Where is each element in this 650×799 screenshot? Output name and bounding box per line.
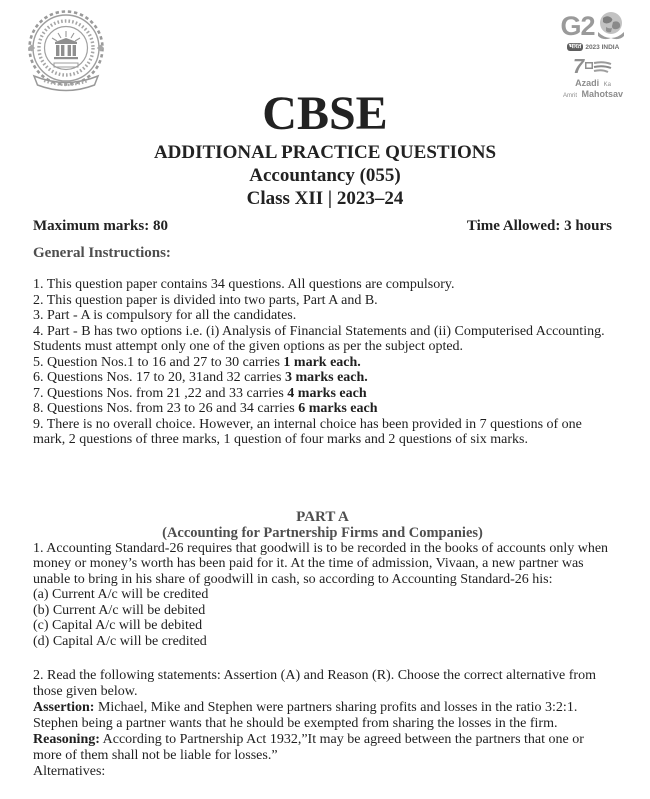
instruction-text: 6. Questions Nos. 17 to 20, 31and 32 carries: [33, 370, 285, 385]
part-a-title: PART A: [296, 508, 349, 525]
bharat-india-label: [550, 43, 636, 51]
question-1-option-d: (d) Capital A/c will be credited: [33, 633, 207, 649]
question-2-reasoning: [33, 732, 612, 764]
svg-text:7: 7: [573, 56, 585, 77]
subject-title: Accountancy (055): [249, 165, 401, 186]
instruction-text: 1. This question paper contains 34 questions. All questions are compulsory.: [33, 277, 455, 292]
paper-title: ADDITIONAL PRACTICE QUESTIONS: [153, 142, 497, 163]
instruction-item-9: [33, 417, 612, 448]
instruction-bold: 6 marks each: [298, 401, 378, 416]
reasoning-text: According to Partnership Act 1932,”It may be agreed between the partners that one or more of them shall not be liable for losses.”: [33, 732, 584, 763]
instruction-item-3: [33, 308, 612, 324]
part-a-subtitle: (Accounting for Partnership Firms and Companies): [162, 524, 483, 541]
reasoning-label: Reasoning:: [33, 732, 100, 747]
assertion-text: Michael, Mike and Stephen were partners sharing profits and losses in the ratio 3:2:1. Stephen being a partner wants that he should be exempted from sharing the losses in the firm.: [33, 700, 578, 731]
cbse-seal-graphic: [14, 8, 118, 96]
instruction-item-2: [33, 293, 612, 309]
g20-logo: [550, 10, 636, 100]
cbse-logo-icon: [14, 8, 118, 96]
question-1-option-c: (c) Capital A/c will be debited: [33, 618, 203, 633]
instruction-text: 5. Question Nos.1 to 16 and 27 to 30 carries: [33, 354, 284, 370]
question-2-alternatives-label: Alternatives:: [33, 764, 106, 779]
question-2: [33, 668, 612, 780]
question-1-text: 1. Accounting Standard-26 requires that goodwill is to be recorded in the books of accounts only when money or money’s worth has been paid for it. At the time of admission, Vivaan, a new partner was unable to bring in his share of goodwill in cash, so according to Accounting Standard-26 his:: [33, 540, 609, 587]
question-2-assertion: [33, 700, 612, 732]
instruction-item-4: [33, 324, 612, 355]
question-1-option-a: (a) Current A/c will be credited: [33, 587, 209, 602]
question-1: [33, 541, 612, 650]
g20-text: G2: [560, 10, 595, 41]
instruction-item-5: [33, 355, 612, 371]
bharat-chip: भारत: [568, 43, 582, 50]
question-1-option-b: (b) Current A/c will be debited: [33, 602, 206, 618]
instruction-text: 4. Part - B has two options i.e. (i) Analysis of Financial Statements and (ii) Computerised Accounting. Students must attempt only one of the given options as per the subject opted.: [33, 323, 605, 354]
instruction-item-7: [33, 386, 612, 402]
instruction-text: 2. This question paper is divided into two parts, Part A and B.: [33, 292, 378, 308]
azadi-label: [550, 78, 636, 100]
instruction-text: 3. Part - A is compulsory for all the candidates.: [33, 308, 297, 323]
time-allowed-label: Time Allowed: 3 hours: [466, 218, 612, 234]
instruction-text: 7. Questions Nos. from 21 ,22 and 33 carries: [33, 385, 288, 401]
question-2-intro: 2. Read the following statements: Assertion (A) and Reason (R). Choose the correct alternative from those given below.: [33, 668, 596, 699]
instruction-bold: 3 marks each.: [284, 370, 368, 385]
max-marks-label: Maximum marks: 80: [33, 218, 168, 234]
general-instructions-heading: General Instructions:: [33, 245, 171, 261]
class-session: Class XII | 2023–24: [246, 188, 404, 209]
instruction-item-8: [33, 401, 612, 417]
assertion-label: Assertion:: [33, 700, 95, 715]
amrit-word: Amrit: [563, 93, 578, 99]
instruction-item-6: [33, 370, 612, 386]
mahotsav-word: Mahotsav: [581, 89, 623, 99]
azadi-75-graphic: [573, 55, 613, 77]
instruction-bold: 1 mark each.: [283, 354, 361, 370]
globe-icon: [596, 10, 626, 42]
instruction-text: 8. Questions Nos. from 23 to 26 and 34 carries: [33, 401, 299, 416]
g20-wordmark: [550, 10, 636, 42]
part-a-header: [33, 509, 612, 541]
instruction-item-1: [33, 277, 612, 293]
azadi-word: Azadi: [575, 78, 600, 88]
marks-time-row: [33, 218, 612, 235]
bharat-tagline: 2023 INDIA: [585, 43, 620, 51]
instructions-list: [33, 277, 612, 448]
azadi-ka: Ka: [603, 82, 611, 88]
instruction-bold: 4 marks each: [287, 385, 367, 401]
board-title: CBSE: [262, 87, 388, 140]
azadi-75-icon: [550, 55, 636, 77]
instruction-text: 9. There is no overall choice. However, an internal choice has been provided in 7 questions of one mark, 2 questions of three marks, 1 question of four marks and 2 questions of six marks.: [33, 416, 582, 447]
